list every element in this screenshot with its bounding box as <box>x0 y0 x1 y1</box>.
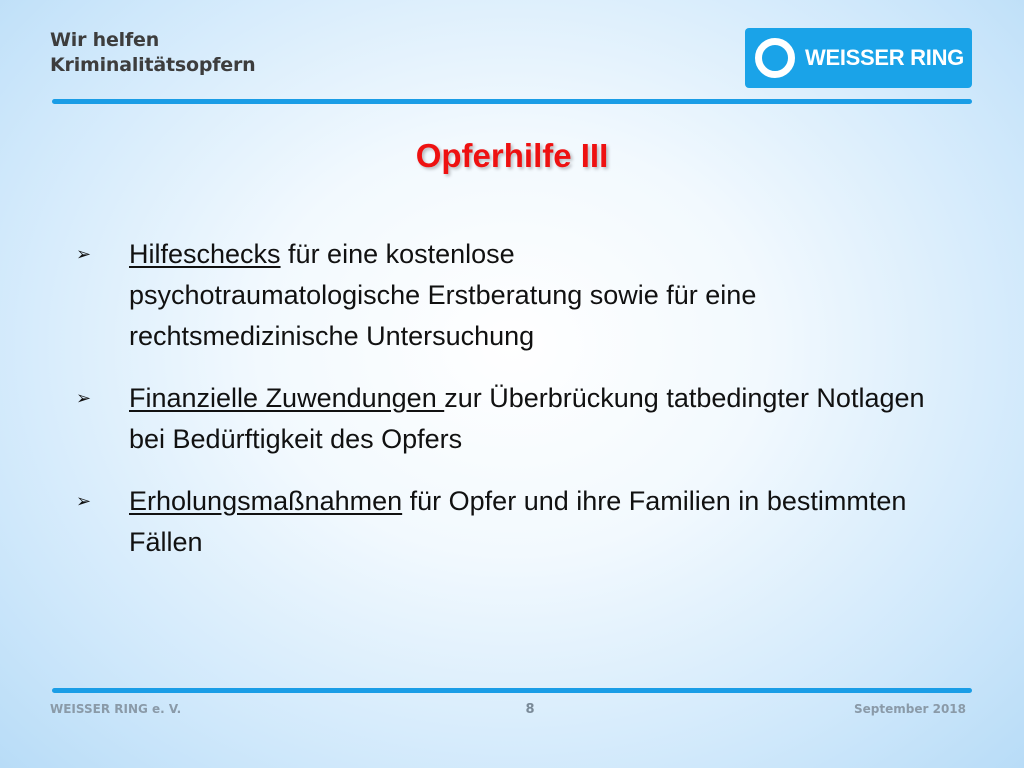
bullet-list <box>76 234 956 563</box>
bullet-text: zur Überbrückung tatbedingter Notlagen bei Bedürftigkeit des Opfers <box>129 383 925 454</box>
bullet-keyword: Erholungsmaßnahmen <box>129 486 403 516</box>
weisser-ring-logo <box>745 28 972 88</box>
slide-title: Opferhilfe III <box>415 137 609 174</box>
footer-organization: WEISSER RING e. V. <box>50 702 182 716</box>
bullet-keyword: Finanzielle Zuwendungen <box>129 383 445 413</box>
ring-icon <box>755 38 795 78</box>
bullet-keyword: Hilfeschecks <box>129 239 281 269</box>
bullet-text: für eine kostenlose <box>280 239 515 269</box>
tagline-line-2: Kriminalitätsopfern <box>50 54 256 76</box>
tagline-line-1: Wir helfen <box>50 29 160 51</box>
page-number: 8 <box>525 702 535 717</box>
header-divider <box>52 99 972 104</box>
bullet-item <box>76 378 956 460</box>
footer-date: September 2018 <box>854 702 966 716</box>
tagline <box>50 28 256 78</box>
footer-divider <box>52 688 972 693</box>
bullet-text: für Opfer und ihre Familien in bestimmten Fällen <box>129 486 907 557</box>
arrow-bullet-icon: ➢ <box>76 388 92 408</box>
bullet-item <box>76 234 956 357</box>
logo-text: WEISSER RING <box>805 45 964 70</box>
bullet-item <box>76 481 956 563</box>
bullet-continuation: psychotraumatologische Erstberatung sowie für eine rechtsmedizinische Untersuchung <box>129 280 757 351</box>
arrow-bullet-icon: ➢ <box>76 491 92 511</box>
arrow-bullet-icon: ➢ <box>76 244 92 264</box>
